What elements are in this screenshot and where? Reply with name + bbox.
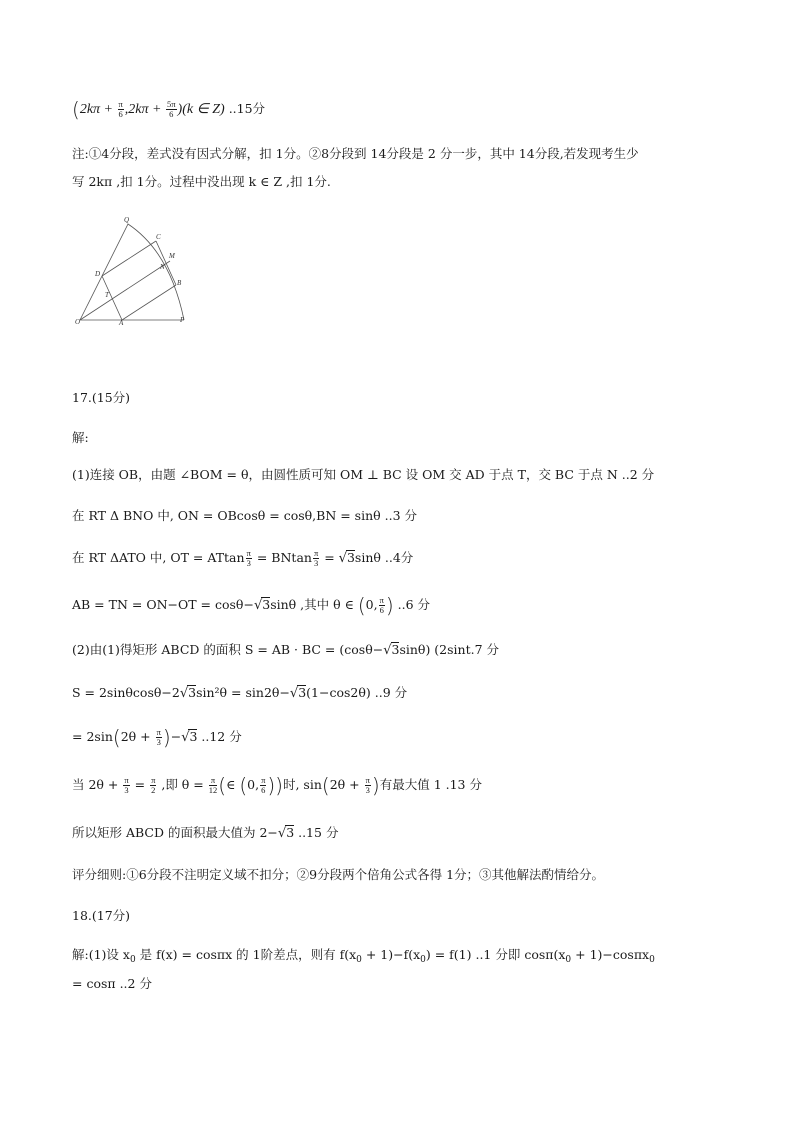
- num: π: [261, 775, 266, 785]
- expr-b: ,2kπ +: [124, 102, 165, 117]
- line-CB: [156, 241, 176, 285]
- open-paren: (: [218, 773, 227, 798]
- close-paren: )): [267, 773, 283, 798]
- s3-b: = BNtan: [252, 550, 312, 565]
- num: π: [246, 548, 251, 558]
- num: π: [156, 727, 161, 737]
- fraction-pi-6: [118, 100, 124, 119]
- s6-b: sin²θ = sin2θ−: [196, 685, 290, 700]
- line-DC: [102, 241, 156, 276]
- s5-b: sinθ) (2sint.7 分: [399, 642, 500, 657]
- num: π: [313, 548, 319, 558]
- s4-b: sinθ ,其中 θ ∈: [270, 597, 358, 612]
- fraction-5pi-6: [166, 100, 177, 119]
- s7-d: ..12 分: [197, 729, 242, 744]
- open-paren: (: [72, 97, 80, 122]
- label-P: P: [180, 316, 185, 324]
- num: 5π: [166, 99, 176, 109]
- subscript: 0: [649, 955, 655, 965]
- fraction-pi-3: [246, 549, 252, 568]
- s4-a: AB = TN = ON−OT = cosθ−: [72, 597, 254, 612]
- geometry-figure: [72, 212, 202, 330]
- s7-a: = 2sin: [72, 729, 113, 744]
- step-10: [72, 947, 722, 968]
- open-paren-2: (: [239, 773, 248, 798]
- label-T: T: [105, 291, 109, 299]
- close-paren-3: ): [371, 773, 380, 798]
- fraction-pi-6: [379, 596, 385, 615]
- line-OM: [80, 261, 170, 320]
- den: 6: [379, 605, 384, 615]
- interval-answer-line: [72, 97, 722, 122]
- subscript: 0: [420, 955, 426, 965]
- s8-e: 有最大值 1 .13 分: [379, 777, 482, 792]
- s10-d: ) = f(1) ..1 分即 cosπ(x: [425, 947, 566, 962]
- open-paren: (: [357, 593, 366, 618]
- den: 3: [124, 785, 129, 795]
- s10-e: + 1)−cosπx: [571, 947, 650, 962]
- den: 12: [208, 785, 218, 795]
- fraction-pi-2: [150, 776, 156, 795]
- s7-c: −: [170, 729, 182, 744]
- sqrt-sign: √: [289, 686, 299, 701]
- scoring-rubric: 评分细则:①6分段不注明定义域不扣分；②9分段两个倍角公式各得 1分；③其他解法酌情给分。: [72, 867, 605, 882]
- sqrt-sign: √: [253, 598, 263, 613]
- step-8: [72, 773, 722, 798]
- step-7: [72, 725, 722, 750]
- s10-b: 是 f(x) = cosπx 的 1阶差点，则有 f(x: [135, 947, 357, 962]
- den: 6: [261, 785, 266, 795]
- s8-c: ,即 θ =: [157, 777, 208, 792]
- s8-in: ∈: [226, 777, 240, 792]
- num: π: [151, 775, 156, 785]
- fraction-pi-3-b: [313, 549, 319, 568]
- subscript: 0: [129, 955, 136, 965]
- radicand: 3: [346, 550, 355, 565]
- s8-zero: 0,: [247, 777, 260, 792]
- note-line-2: 写 2kπ ,扣 1分。过程中没出现 k ∈ Z ,扣 1分.: [72, 174, 331, 189]
- den: 3: [156, 737, 161, 747]
- s10-a: 解:(1)设 x: [72, 947, 130, 962]
- s9-a: 所以矩形 ABCD 的面积最大值为 2−: [72, 825, 278, 840]
- fraction-pi-6: [260, 776, 266, 795]
- close-paren: ): [385, 593, 394, 618]
- num: π: [209, 776, 218, 786]
- num: π: [365, 775, 370, 785]
- fraction-pi-12: [209, 776, 218, 795]
- sqrt-sign: √: [181, 730, 190, 745]
- sqrt-sign: √: [179, 686, 189, 701]
- fraction-pi-3-b: [365, 776, 371, 795]
- s8-b: =: [130, 777, 150, 792]
- radicand: 3: [189, 729, 198, 744]
- radicand: 3: [188, 685, 197, 700]
- step-2: 在 RT Δ BNO 中, ON = OBcosθ = cosθ,BN = sinθ ..3 分: [72, 508, 418, 523]
- s6-a: S = 2sinθcosθ−2: [72, 685, 180, 700]
- sqrt-sign: √: [277, 826, 287, 841]
- s8-f: 2θ +: [329, 777, 364, 792]
- s3-a: 在 RT ΔATO 中, OT = ATtan: [72, 550, 245, 565]
- line-AB: [122, 285, 176, 320]
- num: π: [124, 775, 129, 785]
- den: 3: [313, 558, 319, 568]
- solution-label: 解:: [72, 430, 89, 445]
- s9-b: ..15 分: [294, 825, 339, 840]
- s8-d: 时, sin: [282, 777, 322, 792]
- fraction-pi-3: [123, 776, 129, 795]
- den: 2: [151, 785, 156, 795]
- s4-c: ..6 分: [393, 597, 431, 612]
- radicand: 3: [262, 597, 271, 612]
- num: π: [118, 99, 123, 109]
- radicand: 3: [286, 825, 295, 840]
- label-A: A: [119, 319, 124, 327]
- step-1: (1)连接 OB，由题 ∠BOM = θ，由圆性质可知 OM ⊥ BC 设 OM 交 AD 于点 T，交 BC 于点 N ..2 分: [72, 467, 655, 482]
- s3-d: sinθ ..4分: [354, 550, 414, 565]
- subscript: 0: [565, 955, 572, 965]
- step-6: [72, 685, 722, 702]
- s7-b: 2θ +: [120, 729, 155, 744]
- s5-a: (2)由(1)得矩形 ABCD 的面积 S = AB · BC = (cosθ−: [72, 642, 384, 657]
- label-D: D: [95, 270, 101, 278]
- den: 6: [169, 109, 174, 119]
- question-17-heading: 17.(15分): [72, 390, 131, 405]
- step-4: [72, 593, 722, 618]
- den: 6: [118, 109, 123, 119]
- step-3: [72, 549, 722, 568]
- expr-c: )(k ∈ Z): [177, 102, 225, 117]
- note-line-1: 注:①4分段，差式没有因式分解，扣 1分。②8分段到 14分段是 2 分一步，其中 14分段,若发现考生少: [72, 146, 639, 161]
- label-Q: Q: [124, 216, 130, 224]
- open-paren-3: (: [321, 773, 330, 798]
- step-9: [72, 825, 722, 842]
- s8-a: 当 2θ +: [72, 777, 123, 792]
- subscript: 0: [356, 955, 362, 965]
- num: π: [379, 595, 384, 605]
- label-M: M: [169, 252, 175, 260]
- question-18-heading: 18.(17分): [72, 908, 131, 923]
- s6-c: (1−cos2θ) ..9 分: [306, 685, 408, 700]
- label-C: C: [156, 233, 161, 241]
- s10-c: + 1)−f(x: [361, 947, 421, 962]
- s3-c: =: [320, 550, 339, 565]
- label-N: N: [160, 263, 165, 271]
- radicand: 3: [298, 685, 307, 700]
- den: 3: [365, 785, 370, 795]
- label-B: B: [177, 279, 182, 287]
- close-paren: ): [162, 725, 171, 750]
- den: 3: [246, 558, 251, 568]
- line-OQ: [80, 224, 128, 320]
- step-11: = cosπ ..2 分: [72, 976, 152, 991]
- step-5: [72, 642, 722, 659]
- expr-a: 2kπ +: [79, 102, 117, 117]
- fraction-pi-3: [156, 728, 162, 747]
- label-O: O: [75, 318, 81, 326]
- sqrt-sign: √: [383, 643, 392, 658]
- zero: 0,: [365, 597, 378, 612]
- open-paren: (: [112, 725, 121, 750]
- score-tail: ..15分: [224, 101, 266, 116]
- radicand: 3: [391, 642, 400, 657]
- sqrt-sign: √: [338, 551, 347, 566]
